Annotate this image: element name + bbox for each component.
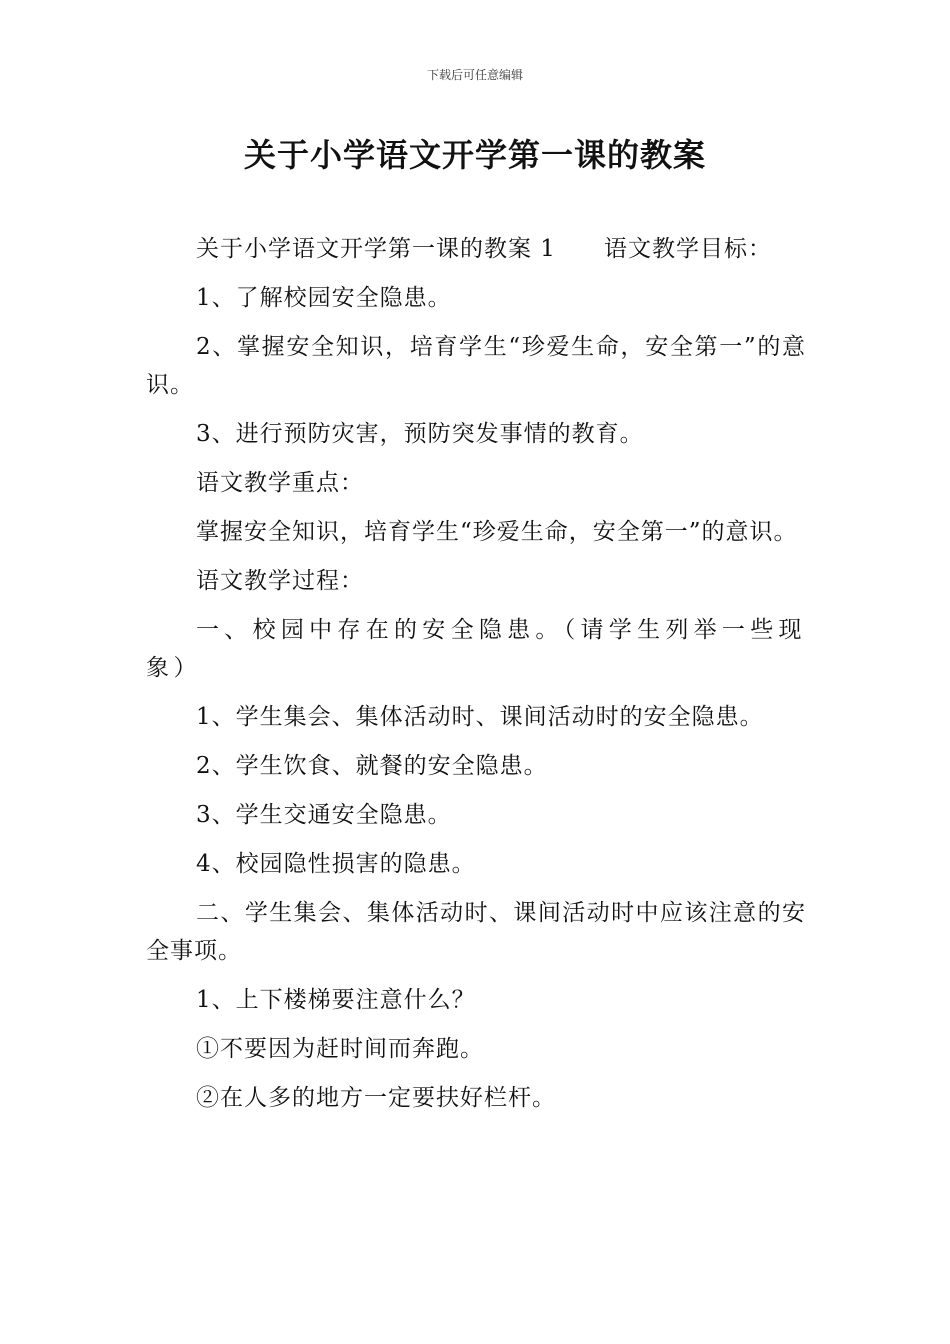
paragraph: 2、学生饮食、就餐的安全隐患。 — [196, 753, 548, 779]
paragraph: 一、校园中存在的安全隐患。（请学生列举一些现象） — [146, 617, 806, 681]
paragraph: 语文教学重点： — [196, 470, 364, 496]
paragraph: 4、校园隐性损害的隐患。 — [196, 851, 476, 877]
paragraph: 3、进行预防灾害，预防突发事情的教育。 — [196, 421, 644, 447]
paragraph: ①不要因为赶时间而奔跑。 — [196, 1036, 484, 1062]
paragraph: 1、学生集会、集体活动时、课间活动时的安全隐患。 — [196, 704, 764, 730]
lesson-heading: 关于小学语文开学第一课的教案 1 — [196, 236, 556, 262]
paragraph: 掌握安全知识，培育学生“珍爱生命，安全第一”的意识。 — [196, 519, 798, 545]
paragraph: 二、学生集会、集体活动时、课间活动时中应该注意的安全事项。 — [146, 900, 806, 964]
objectives-heading: 语文教学目标： — [603, 236, 772, 262]
intro-paragraph — [146, 230, 806, 268]
document-title: 关于小学语文开学第一课的教案 — [243, 136, 706, 174]
paragraph: ②在人多的地方一定要扶好栏杆。 — [196, 1085, 556, 1111]
document-body — [146, 230, 806, 1128]
header-note: 下载后可任意编辑 — [426, 68, 523, 82]
paragraph: 3、学生交通安全隐患。 — [196, 802, 452, 828]
paragraph: 1、了解校园安全隐患。 — [196, 285, 452, 311]
paragraph: 2、掌握安全知识，培育学生“珍爱生命，安全第一”的意识。 — [146, 334, 806, 398]
paragraph: 1、上下楼梯要注意什么？ — [196, 987, 476, 1013]
paragraph: 语文教学过程： — [196, 568, 364, 594]
